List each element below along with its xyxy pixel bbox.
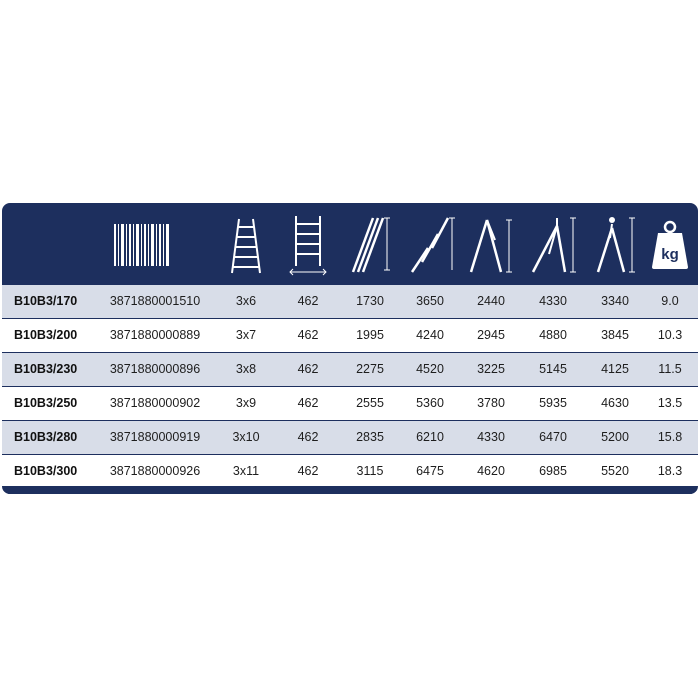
cell-c3: 3225 <box>477 362 505 376</box>
cell-rungs: 3x6 <box>235 294 257 308</box>
cell-c2: 4240 <box>416 328 444 342</box>
cell-rungs: 3x9 <box>235 396 257 410</box>
cell-width: 462 <box>297 396 319 410</box>
cell-width: 462 <box>297 464 319 478</box>
working-height-icon <box>586 211 644 279</box>
cell-c1: 1995 <box>356 328 384 342</box>
barcode-icon <box>102 211 182 279</box>
cell-rungs: 3x11 <box>232 464 260 478</box>
cell-c2: 6475 <box>416 464 444 478</box>
cell-ean: 3871880000889 <box>109 328 201 342</box>
cell-c4: 5145 <box>539 362 567 376</box>
cell-c4: 4880 <box>539 328 567 342</box>
cell-c5: 3845 <box>601 328 629 342</box>
cell-weight: 10.3 <box>657 328 683 342</box>
cell-model: B10B3/200 <box>14 328 78 342</box>
cell-c4: 6985 <box>539 464 567 478</box>
ladder-steps-icon <box>218 211 274 279</box>
cell-rungs: 3x7 <box>235 328 257 342</box>
cell-c5: 5200 <box>601 430 629 444</box>
cell-width: 462 <box>297 328 319 342</box>
cell-width: 462 <box>297 430 319 444</box>
cell-model: B10B3/250 <box>14 396 78 410</box>
cell-c2: 4520 <box>416 362 444 376</box>
table-row <box>2 285 698 318</box>
cell-weight: 15.8 <box>657 430 683 444</box>
cell-c1: 2275 <box>356 362 384 376</box>
weight-kg-icon <box>646 211 694 279</box>
cell-c2: 6210 <box>416 430 444 444</box>
table-body <box>2 285 698 488</box>
cell-model: B10B3/170 <box>14 294 78 308</box>
cell-c4: 6470 <box>539 430 567 444</box>
table-row <box>2 421 698 454</box>
cell-c2: 3650 <box>416 294 444 308</box>
cell-ean: 3871880000926 <box>109 464 201 478</box>
a-frame-height-icon <box>460 211 522 279</box>
cell-c3: 3780 <box>477 396 505 410</box>
cell-c5: 3340 <box>601 294 629 308</box>
cell-model: B10B3/300 <box>14 464 78 478</box>
table-row <box>2 353 698 386</box>
cell-rungs: 3x10 <box>232 430 260 444</box>
cell-width: 462 <box>297 362 319 376</box>
table-bottom-border <box>2 486 698 494</box>
cell-c5: 5520 <box>601 464 629 478</box>
ladder-width-icon <box>278 211 338 279</box>
cell-c3: 4620 <box>477 464 505 478</box>
cell-weight: 13.5 <box>657 396 683 410</box>
cell-c4: 5935 <box>539 396 567 410</box>
cell-c3: 2945 <box>477 328 505 342</box>
cell-c3: 4330 <box>477 430 505 444</box>
ladder-extended-length-icon <box>400 211 460 279</box>
cell-c5: 4125 <box>601 362 629 376</box>
cell-c1: 1730 <box>356 294 384 308</box>
cell-width: 462 <box>297 294 319 308</box>
cell-c1: 2835 <box>356 430 384 444</box>
cell-ean: 3871880001510 <box>109 294 201 308</box>
cell-model: B10B3/230 <box>14 362 78 376</box>
ladder-closed-length-icon <box>342 211 398 279</box>
cell-ean: 3871880000896 <box>109 362 201 376</box>
cell-weight: 11.5 <box>658 362 682 376</box>
cell-rungs: 3x8 <box>235 362 257 376</box>
cell-c5: 4630 <box>601 396 629 410</box>
cell-c3: 2440 <box>477 294 505 308</box>
table-row <box>2 319 698 352</box>
ladder-spec-table <box>2 203 698 494</box>
cell-c2: 5360 <box>416 396 444 410</box>
cell-weight: 18.3 <box>657 464 683 478</box>
weight-kg-label: kg <box>661 246 679 263</box>
table-row <box>2 455 698 488</box>
cell-ean: 3871880000919 <box>109 430 201 444</box>
cell-weight: 9.0 <box>661 294 679 308</box>
cell-ean: 3871880000902 <box>109 396 201 410</box>
a-frame-extended-height-icon <box>522 211 584 279</box>
cell-c4: 4330 <box>539 294 567 308</box>
cell-c1: 3115 <box>356 464 384 478</box>
cell-model: B10B3/280 <box>14 430 78 444</box>
table-header <box>2 203 698 283</box>
table-row <box>2 387 698 420</box>
cell-c1: 2555 <box>356 396 384 410</box>
